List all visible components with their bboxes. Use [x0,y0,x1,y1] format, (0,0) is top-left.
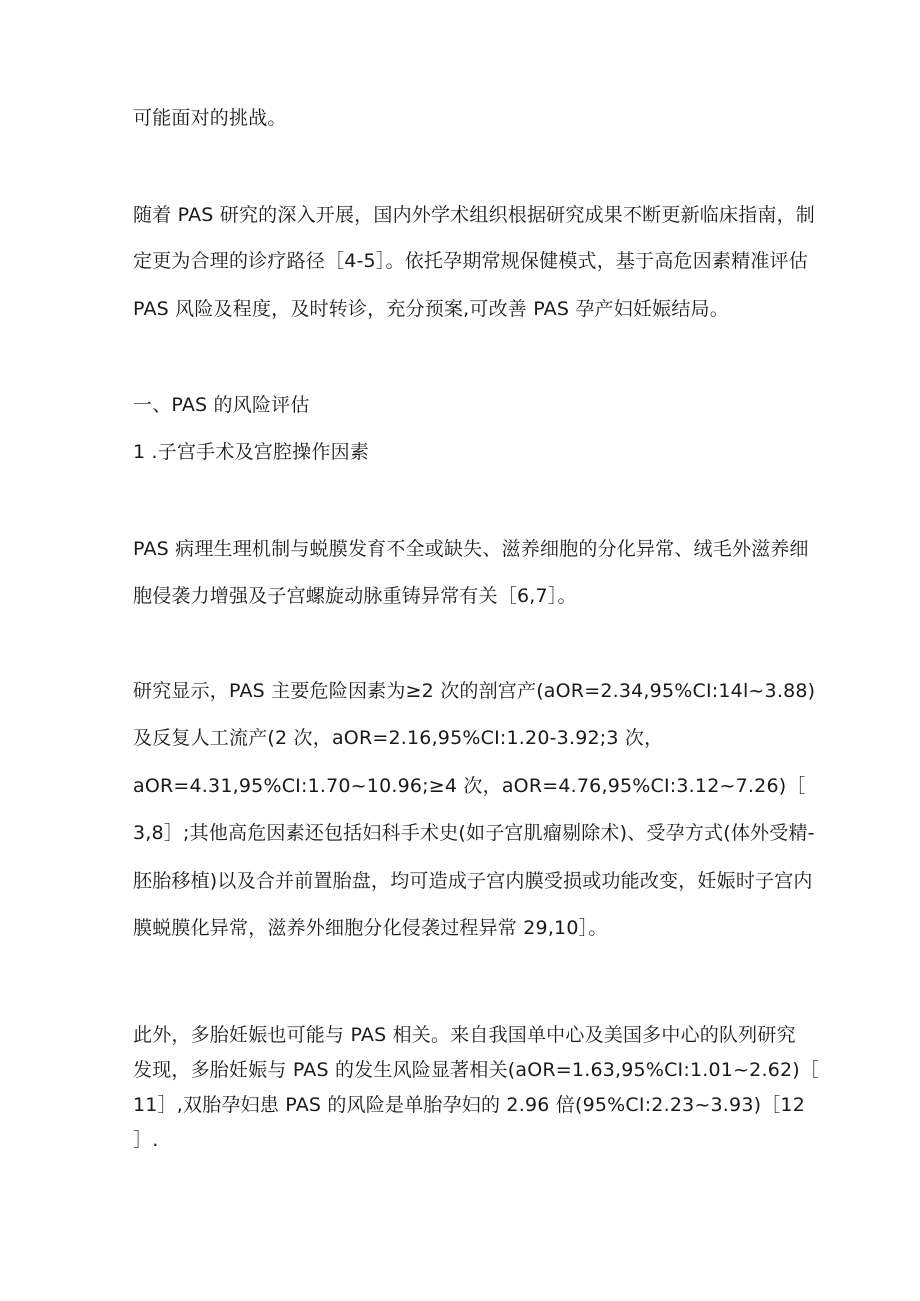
section-heading-text: 一、PAS 的风险评估 [133,394,310,416]
text-line: 随着 PAS 研究的深入开展，国内外学术组织根据研究成果不断更新临床指南，制 [133,204,815,226]
text-line: 可能面对的挑战。 [133,107,287,129]
text-line: 胞侵袭力增强及子宫螺旋动脉重铸异常有关［6,7］。 [133,585,577,607]
text-line: 胚胎移植)以及合并前置胎盘，均可造成子宫内膜受损或功能改变，妊娠时子宫内 [133,870,813,892]
text-line: 定更为合理的诊疗路径［4-5］。依托孕期常规保健模式，基于高危因素精准评估 [133,250,808,272]
text-line: PAS 病理生理机制与蜕膜发育不全或缺失、滋养细胞的分化异常、绒毛外滋养细 [133,538,809,560]
text-line: PAS 风险及程度，及时转诊，充分预案,可改善 PAS 孕产妇妊娠结局。 [133,298,729,320]
text-line: 11］,双胎孕妇患 PAS 的风险是单胎孕妇的 2.96 倍(95%CI:2.23~3.93)［12 [133,1094,806,1116]
text-line: 发现，多胎妊娠与 PAS 的发生风险显著相关(aOR=1.63,95%CI:1.01~2.62)［ [133,1059,820,1081]
subsection-heading-text: 1 .子宫手术及宫腔操作因素 [133,441,369,463]
text-line: 此外，多胎妊娠也可能与 PAS 相关。来自我国单中心及美国多中心的队列研究 [133,1024,796,1046]
text-line: 研究显示，PAS 主要危险因素为≥2 次的剖宫产(aOR=2.34,95%CI:14l~3.88) [133,680,816,702]
text-line: 及反复人工流产(2 次，aOR=2.16,95%CI:1.20-3.92;3 次， [133,727,664,749]
text-line: ］. [133,1129,159,1151]
text-line: 3,8］;其他高危因素还包括妇科手术史(如子宫肌瘤剔除术)、受孕方式(体外受精- [133,822,815,844]
text-line: 膜蜕膜化异常，滋养外细胞分化侵袭过程异常 29,10］。 [133,917,608,939]
text-line: aOR=4.31,95%CI:1.70~10.96;≥4 次，aOR=4.76,95%CI:3.12~7.26)［ [133,775,806,797]
